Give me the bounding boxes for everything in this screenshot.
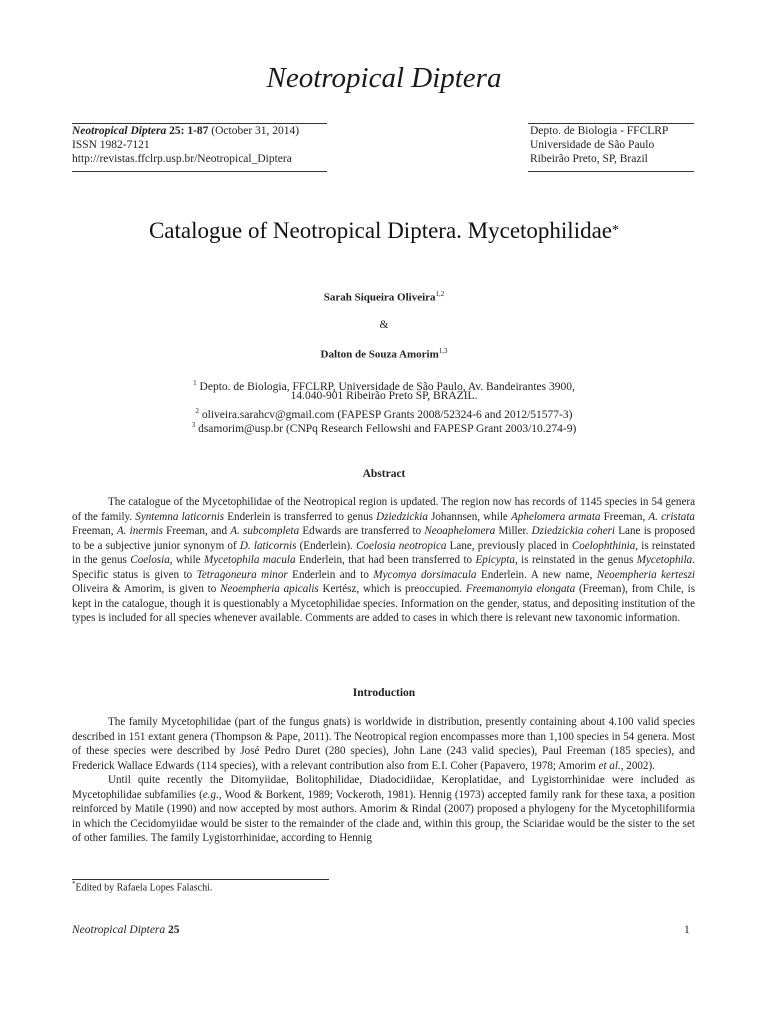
- abstract-text: Lane is proposed to be a subjective junior synonym of: [72, 525, 696, 552]
- taxon-name: Neoempheria apicalis: [220, 583, 319, 596]
- abstract-text: (Freeman), from Chile, is kept in the catalogue, though it is questionably a Mycetophilidae species. Information on the gender, status, and depositing institution of the types is included for all species whenever available. Comments are added to cases in which there is relevant new taxonomic information.: [72, 583, 696, 625]
- introduction-heading: Introduction: [352, 687, 416, 699]
- taxon-name: A. cristata: [648, 510, 695, 523]
- abstract-text: Johannsen, while: [427, 510, 512, 523]
- institution-univ: Universidade de São Paulo: [530, 139, 655, 151]
- author-ampersand: &: [379, 319, 389, 331]
- taxon-name: D. laticornis: [239, 539, 297, 552]
- abstract-text: Miller.: [495, 525, 532, 538]
- intro-italic: e.g.: [202, 788, 219, 801]
- paper-title-text: Catalogue of Neotropical Diptera. Mycetophilidae: [148, 218, 613, 243]
- taxon-name: Epicypta: [475, 554, 515, 567]
- aff-1-sup: 1: [193, 379, 197, 387]
- aff-2-sup: 2: [195, 407, 200, 415]
- abstract-text: (Enderlein).: [296, 539, 357, 552]
- journal-url[interactable]: http://revistas.ffclrp.usp.br/Neotropical_Diptera: [72, 153, 292, 165]
- intro-text: Until quite recently the Ditomyiidae, Bolitophilidae, Diadocidiidae, Keroplatidae, and Lygistorrhinidae were included as Mycetophilidae subfamilies (: [72, 774, 695, 801]
- taxon-name: Freemanomyia elongata: [465, 583, 576, 596]
- page-number: 1: [684, 924, 690, 936]
- abstract-text: Enderlein and to: [287, 568, 374, 581]
- intro-text: , 2002).: [620, 759, 655, 772]
- issn: ISSN 1982-7121: [72, 139, 150, 151]
- abstract-body: [72, 495, 695, 626]
- introduction-body: [72, 715, 695, 846]
- institution-dept: Depto. de Biologia - FFCLRP: [530, 125, 669, 137]
- abstract-text: Lane, previously placed in: [446, 539, 572, 552]
- taxon-name: A. inermis: [116, 525, 163, 538]
- author-1: [0, 290, 768, 304]
- taxon-name: Tetragoneura minor: [196, 568, 288, 581]
- abstract-text: The catalogue of the Mycetophilidae of the Neotropical region is updated. The region now has records of 1145 species in 54 genera of the family.: [72, 496, 695, 523]
- taxon-name: Syntemna laticornis: [135, 510, 225, 523]
- abstract-text: Kertész, which is preoccupied.: [318, 583, 466, 596]
- journal-title: Neotropical Diptera: [266, 62, 502, 94]
- footnote: [72, 880, 212, 893]
- author-1-sup: 1,2: [435, 290, 445, 298]
- taxon-name: Mycetophila macula: [203, 554, 296, 567]
- abstract-paragraph: [72, 495, 695, 626]
- abstract-text: Enderlein, that had been transferred to: [295, 554, 476, 567]
- citation-date: (October 31, 2014): [208, 125, 300, 137]
- affiliation-3: [0, 419, 768, 436]
- taxon-name: Aphelomera armata: [511, 510, 601, 523]
- author-2-sup: 1,3: [438, 347, 448, 355]
- intro-paragraph-1: [72, 715, 695, 773]
- footnote-mark: *: [72, 880, 76, 888]
- taxon-name: Coelosia: [130, 554, 170, 567]
- taxon-name: Coelophthinia: [571, 539, 636, 552]
- taxon-name: Neoaphelomera: [424, 525, 496, 538]
- author-2: [0, 347, 768, 361]
- abstract-text: . Specific status is given to: [72, 554, 695, 581]
- intro-text: , Wood & Borkent, 1989; Vockeroth, 1981). Hennig (1973) accepted family rank for these taxa, a position reinforced by Matile (1990) and now accepted by most authors. Amorim & Rindal (2007) proposed a phylogeny for the Mycetophiliformia in which the Cecidomyiidae would be sister to the remainder of the clade and, within this group, the Sciaridae would be the sister to the set of other families. The family Lygistorrhinidae, according to Hennig: [72, 788, 696, 845]
- title-footnote-mark: *: [612, 223, 620, 238]
- intro-paragraph-2: [72, 773, 695, 846]
- abstract-text: Enderlein. A new name,: [476, 568, 597, 581]
- abstract-text: , is reinstated in the genus: [514, 554, 637, 567]
- page-footer-journal: [72, 924, 180, 936]
- meta-left-bottom-rule: [72, 171, 327, 172]
- footer-volume: 25: [168, 924, 180, 936]
- intro-italic: et al.: [598, 759, 621, 772]
- abstract-heading: Abstract: [362, 468, 406, 480]
- abstract-text: Freeman,: [72, 525, 117, 538]
- institution-block: [530, 124, 700, 166]
- institution-city: Ribeirão Preto, SP, Brazil: [530, 153, 648, 165]
- footnote-text: Edited by Rafaela Lopes Falaschi.: [75, 882, 213, 894]
- aff-3-text: dsamorim@usp.br (CNPq Research Fellowshi and FAPESP Grant 2003/10.274-9): [195, 422, 577, 435]
- paper-title: [0, 218, 768, 244]
- taxon-name: Mycomya dorsimacula: [373, 568, 477, 581]
- citation-volume: 25: [169, 125, 181, 137]
- meta-right-bottom-rule: [528, 171, 694, 172]
- abstract-text: , is reinstated in the genus: [72, 539, 696, 567]
- affiliation-1-line-2: 14.040-901 Ribeirão Preto SP, BRAZIL.: [290, 390, 478, 402]
- taxon-name: Dziedzickia coheri: [531, 525, 616, 538]
- taxon-name: Neoempheria kerteszi: [596, 568, 695, 581]
- author-1-name: Sarah Siqueira Oliveira: [323, 291, 436, 304]
- citation-line: [72, 124, 332, 138]
- abstract-text: Enderlein is transferred to genus: [224, 510, 377, 523]
- abstract-text: Edwards are transferred to: [299, 525, 425, 538]
- taxon-name: Coelosia neotropica: [356, 539, 447, 552]
- journal-citation-block: [72, 124, 332, 166]
- citation-pages: : 1-87: [180, 125, 209, 137]
- abstract-text: Oliveira & Amorim, is given to: [72, 583, 221, 596]
- footer-journal-name: Neotropical Diptera: [72, 924, 166, 936]
- aff-3-sup: 3: [191, 421, 196, 429]
- citation-journal: Neotropical Diptera: [72, 125, 167, 137]
- abstract-text: Freeman,: [600, 510, 649, 523]
- taxon-name: Dziedzickia: [376, 510, 428, 523]
- taxon-name: A. subcompleta: [230, 525, 300, 538]
- aff-2-text: oliveira.sarahcv@gmail.com (FAPESP Grants 2008/52324-6 and 2012/51577-3): [199, 408, 573, 421]
- abstract-text: Freeman, and: [162, 525, 231, 538]
- aff-1-line-1: Depto. de Biologia, FFCLRP, Universidade de São Paulo, Av. Bandeirantes 3900,: [196, 380, 575, 393]
- author-2-name: Dalton de Souza Amorim: [320, 348, 439, 361]
- taxon-name: Mycetophila: [636, 554, 693, 567]
- intro-text: The family Mycetophilidae (part of the fungus gnats) is worldwide in distribution, presently containing about 4.100 valid species described in 151 extant genera (Thompson & Pape, 2011). The Neotropical region encompasses more than 1,100 species in 54 genera. Most of these species were described by José Pedro Duret (280 species), John Lane (243 valid species), Paul Freeman (185 species), and Frederick Wallace Edwards (114 species), with a relevant contribution also from E.I. Coher (Papavero, 1978; Amorim: [72, 716, 695, 772]
- abstract-text: , while: [169, 554, 204, 567]
